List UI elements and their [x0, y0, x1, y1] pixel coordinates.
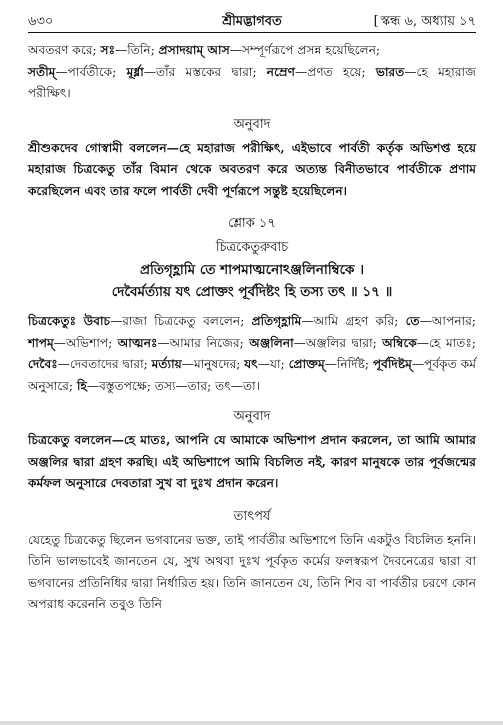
section-bracket: [: [373, 14, 379, 29]
synonym-meaning: —আমি গ্রহণ করি;: [301, 314, 406, 328]
synonym-term: মর্ত্যায়: [151, 357, 182, 371]
synonym-term: পূর্বদিষ্টম্‌: [372, 357, 412, 371]
synonym-term: প্রতিগৃহ্ণামি: [251, 314, 302, 328]
synonym-meaning: —তা।: [230, 378, 260, 393]
synonyms-continued: [28, 40, 476, 105]
synonym-meaning: —আমার নিজের;: [157, 335, 250, 350]
synonyms-line-2: [28, 65, 476, 101]
purport-heading: তাৎপর্য: [233, 508, 271, 524]
synonym-meaning: তস্য: [154, 378, 176, 393]
translation-heading: অনুবাদ: [233, 116, 271, 132]
synonym-term: প্রোক্তম্‌: [288, 357, 325, 371]
synonym-meaning: —অভিশাপ;: [53, 335, 118, 350]
verse-heading: শ্লোক ১৭: [228, 216, 276, 231]
synonym-term: হি: [77, 378, 87, 393]
synonym-meaning: —তিনি;: [115, 43, 159, 57]
synonym-term: দেবৈঃ: [28, 357, 58, 371]
synonym-meaning: —যা;: [257, 357, 289, 371]
synonym-meaning: অবতরণ করে;: [28, 43, 101, 57]
synonym-meaning: —বস্তুতপক্ষে;: [86, 378, 155, 393]
verse-speaker: চিত্রকেতুরুবাচ: [215, 240, 289, 255]
section-reference: [374, 12, 476, 33]
word-synonyms: [28, 311, 476, 397]
synonym-term: সতীম্‌: [28, 64, 56, 79]
translation-heading-2: অনুবাদ: [233, 409, 271, 424]
purport-text: যেহেতু চিত্রকেতু ছিলেন ভগবানের ভক্ত, তাই পার্বতীর অভিশাপে তিনি একটুও বিচলিত হননি। তিনি ভালভাবেই জানতেন যে, সুখ অথবা দুঃখ পূর্বকৃত কর্মের ফলস্বরূপ দৈবনেত্রের দ্বারা বা ভগবানের প্রতিনিধির দ্বারা নির্ধারিত হয়। তিনি জানতেন যে, তিনি শিব বা পার্বতীর চরণে কোন অপরাধ করেননি তবুও তিনি: [28, 532, 476, 611]
synonym-term: যৎ: [244, 357, 258, 371]
synonym-term: সঃ: [100, 43, 116, 57]
synonym-meaning: —সম্পূর্ণরূপে প্রসন্ন হয়েছিলেন;: [229, 43, 381, 57]
synonym-meaning: —প্রণত হয়ে;: [295, 64, 376, 79]
synonym-meaning: —অঞ্জলির দ্বারা;: [293, 335, 383, 350]
translation-text-2: চিত্রকেতু বললেন—হে মাতঃ, আপনি যে আমাকে অভিশাপ প্রদান করলেন, তা আমি আমার অঞ্জলির দ্বারা গ্রহণ করছি। এই অভিশাপে আমি বিচলিত নই, কারণ মানুষকে তার পূর্বজন্মের কর্মফল অনুসারে দেবতারা সুখ বা দুঃখ প্রদান করেন।: [28, 433, 476, 490]
verse-line-1: প্রতিগৃহ্ণামি তে শাপমাত্মনোঽঞ্জলিনাম্বিকে ।: [139, 262, 365, 278]
synonyms-line-1: [28, 43, 380, 57]
verse-block: [28, 237, 476, 303]
synonym-meaning: —পার্বতীকে;: [55, 64, 127, 79]
synonym-meaning: —তাঁর মস্তকের দ্বারা;: [143, 64, 267, 79]
synonym-meaning: —পূর্বকৃত কর্ম অনুসারে;: [28, 357, 477, 393]
translation-text: শ্রীশুকদেব গোস্বামী বললেন—হে মহারাজ পরীক্ষিৎ, এইভাবে পার্বতী কর্তৃক অভিশপ্ত হয়ে মহারাজ চিত্রকেতু তাঁর বিমান থেকে অবতরণ করে অত্যন্ত বিনীতভাবে পার্বতীকে প্রণাম করেছিলেন এবং তার ফলে পার্বতী দেবী পূর্ণরূপে সন্তুষ্ট হয়েছিলেন।: [28, 140, 476, 198]
header-rule: [28, 32, 476, 33]
synonym-meaning: —হে মহারাজ পরীক্ষিৎ।: [28, 64, 476, 100]
page-number: ৬৩০: [28, 14, 54, 29]
synonym-meaning: —রাজা চিত্রকেতু বললেন;: [110, 314, 252, 328]
synonym-meaning: তৎ: [215, 378, 231, 393]
synonym-term: আত্মনঃ: [117, 335, 158, 350]
book-title: শ্রীমদ্ভাগবত: [222, 14, 282, 29]
synonym-term: তে: [405, 314, 420, 328]
section-reference-text: স্কন্ধ ৬, অধ্যায় ১৭: [380, 14, 476, 29]
synonym-meaning: —মানুষদের;: [181, 357, 245, 371]
synonym-term: ভারত: [375, 64, 405, 79]
synonym-term: মূর্ধ্না: [126, 64, 144, 79]
synonym-term: অঞ্জলিনা: [249, 335, 294, 350]
verse-line-2: দেবৈর্মর্ত্যায় যৎ প্রোক্তং পূর্বদিষ্টং হি তস্য তৎ ॥ ১৭ ॥: [111, 284, 393, 300]
synonym-meaning: —দেবতাদের দ্বারা;: [57, 357, 152, 371]
page-header: [28, 12, 476, 36]
synonym-meaning: —নির্দিষ্ট;: [324, 357, 373, 371]
synonym-term: অম্বিকে: [382, 335, 417, 350]
synonym-meaning: —আপনার;: [419, 314, 476, 328]
page-bottom-edge: [0, 721, 503, 725]
synonym-term: নম্রেণ: [266, 64, 296, 79]
synonym-term: শাপম্‌: [28, 335, 54, 350]
book-page: [28, 12, 476, 616]
synonym-meaning: —তার;: [175, 378, 216, 393]
synonym-meaning: —হে মাতঃ;: [416, 335, 476, 350]
synonym-term: চিত্রকেতুঃ উবাচ: [28, 314, 111, 328]
synonym-term: প্রসাদয়াম্‌ আস: [158, 43, 230, 57]
